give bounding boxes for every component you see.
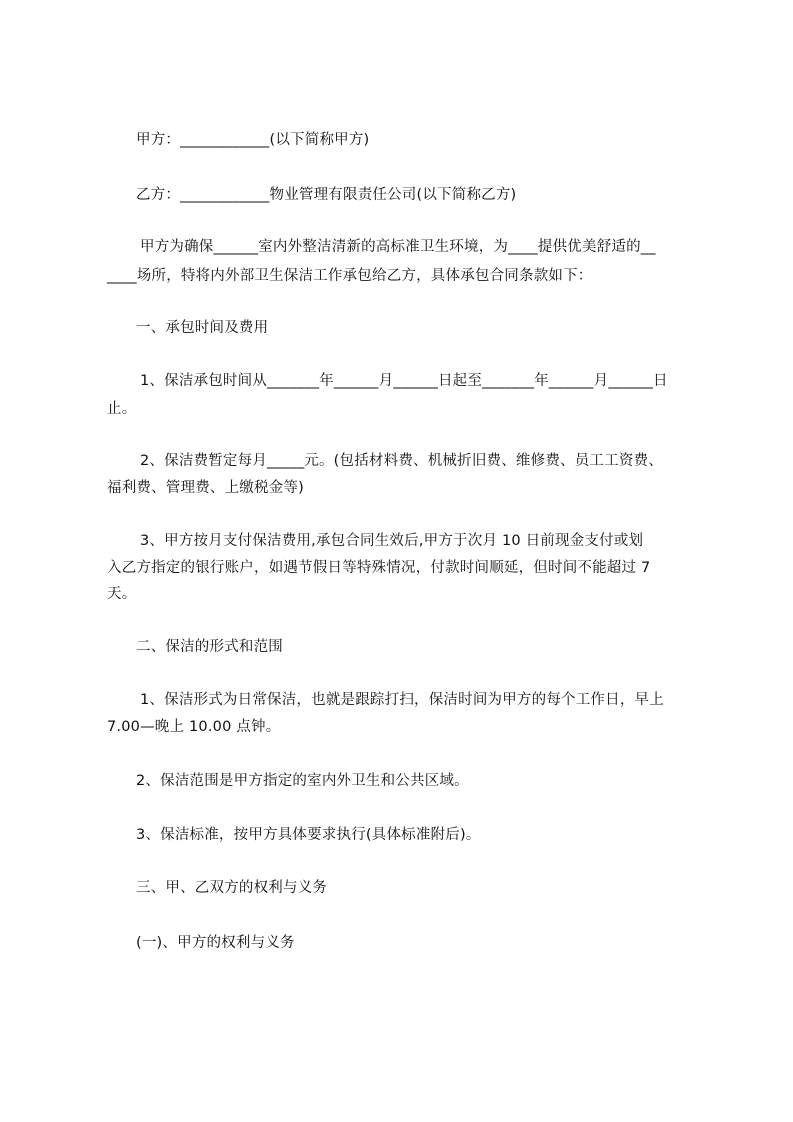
intro-line-2: ____场所，特将内外部卫生保洁工作承包给乙方，具体承包合同条款如下： xyxy=(107,268,593,284)
section2-item3: 3、保洁标准，按甲方具体要求执行(具体标准附后)。 xyxy=(136,827,481,843)
intro-line-1: 甲方为确保______室内外整洁清新的高标准卫生环境，为____提供优美舒适的__ xyxy=(140,239,656,255)
section3-heading: 三、甲、乙双方的权利与义务 xyxy=(136,880,328,896)
section3-sub1: (一)、甲方的权利与义务 xyxy=(136,935,295,951)
section1-item1-line1: 1、保洁承包时间从_______年______月______日起至_______年______月______日 xyxy=(140,373,668,389)
section2-item1-line2: 7.00—晚上 10.00 点钟。 xyxy=(107,719,281,735)
section2-heading: 二、保洁的形式和范围 xyxy=(136,639,283,655)
party-b-line: 乙方：____________物业管理有限责任公司(以下简称乙方) xyxy=(136,187,517,203)
section1-item1-line2: 止。 xyxy=(107,401,137,417)
section1-item2-line1: 2、保洁费暂定每月_____元。(包括材料费、机械折旧费、维修费、员工工资费、 xyxy=(140,453,663,469)
section1-item3-line3: 天。 xyxy=(107,586,137,602)
section2-item1-line1: 1、保洁形式为日常保洁，也就是跟踪打扫，保洁时间为甲方的每个工作日，早上 xyxy=(140,692,664,708)
party-a-line: 甲方：____________(以下简称甲方) xyxy=(136,132,370,148)
section2-item2: 2、保洁范围是甲方指定的室内外卫生和公共区域。 xyxy=(136,773,469,789)
section1-item3-line1: 3、甲方按月支付保洁费用,承包合同生效后,甲方于次月 10 日前现金支付或划 xyxy=(140,533,644,549)
section1-item2-line2: 福利费、管理费、上缴税金等) xyxy=(107,480,304,496)
section1-item3-line2: 入乙方指定的银行账户，如遇节假日等特殊情况，付款时间顺延，但时间不能超过 7 xyxy=(107,560,651,576)
section1-heading: 一、承包时间及费用 xyxy=(136,320,269,336)
